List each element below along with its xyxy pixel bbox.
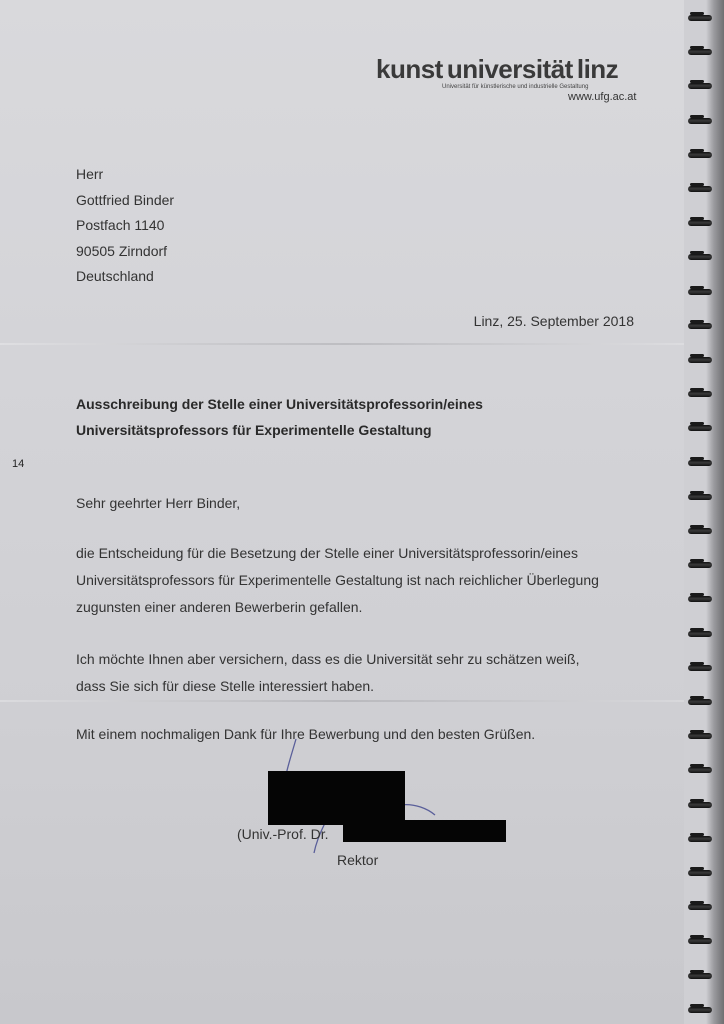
binding-ring-icon xyxy=(688,559,714,571)
recipient-postbox: Postfach 1140 xyxy=(76,217,165,233)
paragraph-line: Universitätsprofessors für Experimentelle Gestaltung ist nach reichlicher Überlegung xyxy=(76,572,599,588)
signatory-role: Rektor xyxy=(337,852,379,868)
binding-ring-icon xyxy=(688,422,714,434)
binding-ring-icon xyxy=(688,730,714,742)
binding-ring-icon xyxy=(688,183,714,195)
binding-ring-icon xyxy=(688,457,714,469)
fold-crease xyxy=(0,700,690,702)
letter-date: Linz, 25. September 2018 xyxy=(473,313,634,329)
binding-ring-icon xyxy=(688,12,714,24)
subject-line: Ausschreibung der Stelle einer Universitätsprofessorin/eines xyxy=(76,396,483,412)
binding-ring-icon xyxy=(688,833,714,845)
binding-ring-icon xyxy=(688,80,714,92)
spiral-binding xyxy=(684,0,724,1024)
closing-line: Mit einem nochmaligen Dank für Ihre Bewerbung und den besten Grüßen. xyxy=(76,726,536,742)
recipient-address xyxy=(76,162,174,290)
letter-subject xyxy=(76,391,483,443)
subject-line: Universitätsprofessors für Experimentelle Gestaltung xyxy=(76,422,432,438)
binding-ring-icon xyxy=(688,1004,714,1016)
binding-ring-icon xyxy=(688,935,714,947)
binding-ring-icon xyxy=(688,491,714,503)
university-logo xyxy=(376,54,656,90)
binding-ring-icon xyxy=(688,799,714,811)
signatory-title: (Univ.-Prof. Dr. xyxy=(237,826,329,842)
binding-ring-icon xyxy=(688,901,714,913)
logo-subtitle: Universität für künstlerische und industrielle Gestaltung xyxy=(442,84,589,90)
recipient-city: 90505 Zirndorf xyxy=(76,242,168,259)
binding-ring-icon xyxy=(688,696,714,708)
binding-ring-icon xyxy=(688,354,714,366)
recipient-name: Gottfried Binder xyxy=(76,191,175,208)
logo-word-universitaet: universität xyxy=(446,54,573,84)
paragraph-line: zugunsten einer anderen Bewerberin gefallen. xyxy=(76,599,363,615)
paragraph-line: die Entscheidung für die Besetzung der Stelle einer Universitätsprofessorin/eines xyxy=(76,545,578,561)
binding-ring-icon xyxy=(688,628,714,640)
binding-ring-icon xyxy=(688,115,714,127)
recipient-salutation: Herr xyxy=(76,166,104,182)
binding-ring-icon xyxy=(688,867,714,879)
binding-ring-icon xyxy=(688,388,714,400)
paragraph-line: Ich möchte Ihnen aber versichern, dass es die Universität sehr zu schätzen weiß, xyxy=(76,651,580,667)
binding-ring-icon xyxy=(688,970,714,982)
binding-ring-icon xyxy=(688,251,714,263)
logo-word-kunst: kunst xyxy=(376,54,443,84)
greeting: Sehr geehrter Herr Binder, xyxy=(76,495,241,511)
redaction-block xyxy=(343,820,506,842)
body-paragraph-appreciation xyxy=(76,646,636,700)
binding-ring-icon xyxy=(688,525,714,537)
binding-ring-icon xyxy=(688,764,714,776)
binding-ring-icon xyxy=(688,46,714,58)
binding-ring-icon xyxy=(688,662,714,674)
redaction-block xyxy=(268,771,405,825)
binding-ring-icon xyxy=(688,320,714,332)
body-paragraph-decision xyxy=(76,540,636,621)
page-number: 14 xyxy=(12,458,25,470)
fold-crease xyxy=(0,343,690,345)
binding-ring-icon xyxy=(688,217,714,229)
binding-ring-icon xyxy=(688,286,714,298)
paragraph-line: dass Sie sich für diese Stelle interessiert haben. xyxy=(76,678,375,694)
binding-ring-icon xyxy=(688,149,714,161)
recipient-country: Deutschland xyxy=(76,268,154,284)
logo-word-linz: linz xyxy=(576,54,619,84)
university-url: www.ufg.ac.at xyxy=(568,91,637,103)
binding-ring-icon xyxy=(688,593,714,605)
